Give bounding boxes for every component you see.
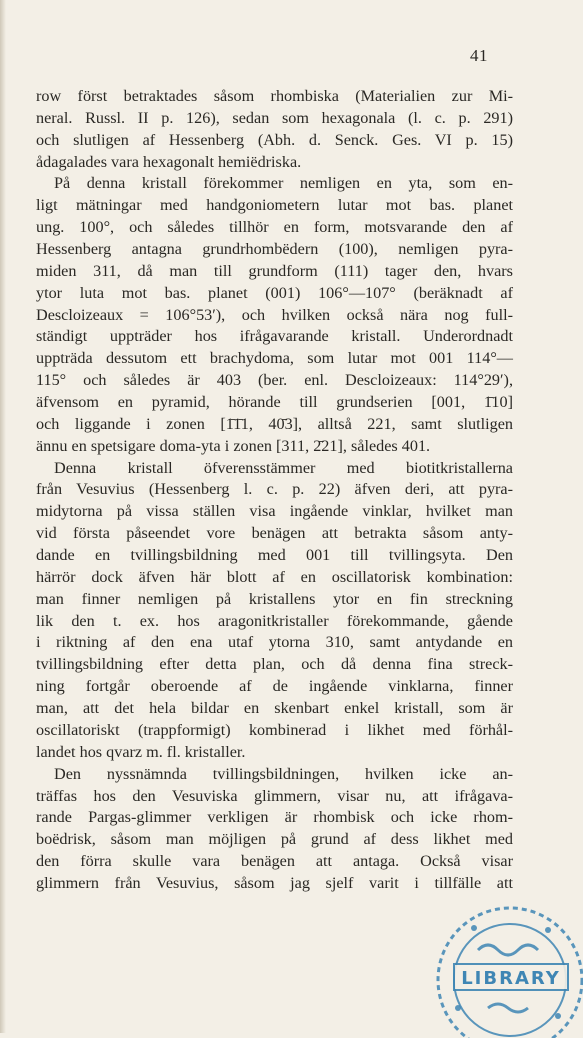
text-line: man finner nemligen på kristallens ytor en fin streckning — [36, 589, 513, 608]
text-line: 115° och således är 403 (ber. enl. Descloizeaux: 114°29′), — [36, 371, 513, 390]
text-line: neral. Russl. II p. 126), sedan som hexagonala (l. c. p. 291) — [36, 108, 513, 127]
text-line: och liggande i zonen [1̄1̄1, 40̄3], alltså 221, samt slutligen — [36, 414, 513, 433]
paragraph-start-line: Denna kristall öfverensstämmer med biotitkristallerna — [54, 458, 513, 477]
text-line: Hessenberg antagna grundrhombëdern (100), nemligen pyra- — [36, 240, 513, 259]
paragraph-start-line: På denna kristall förekommer nemligen en yta, som en- — [54, 174, 513, 193]
text-line: i riktning af den ena utaf ytorna 310, samt antydande en — [36, 633, 513, 652]
text-line: row först betraktades såsom rhombiska (Materialien zur Mi- — [36, 87, 513, 105]
text-line: rande Pargas-glimmer verkligen är rhombisk och icke rhom- — [36, 808, 513, 827]
text-line: dande en tvillingsbildning med 001 till tvillingsyta. Den — [36, 546, 513, 565]
text-line: uppträda dessutom ett brachydoma, som lutar mot 001 114°— — [36, 349, 513, 368]
text-line: Descloizeaux = 106°53′), och hvilken också nära nog full- — [36, 305, 513, 324]
text-line: miden 311, då man till grundform (111) tager den, hvars — [36, 261, 513, 280]
text-line: ung. 100°, och således tillhör en form, motsvarande den af — [36, 218, 513, 237]
text-line: och slutligen af Hessenberg (Abh. d. Senck. Ges. VI p. 15) — [36, 130, 513, 149]
text-line: ligt mätningar med handgoniometern lutar mot bas. planet — [36, 196, 513, 215]
text-line: den förra skulle vara benägen att antaga. Också visar — [36, 852, 513, 871]
text-line: midytorna på vissa ställen visa ingående vinklar, hvilket man — [36, 502, 513, 521]
text-line: man, att det hela bildar en skenbart enkel kristall, som är — [36, 699, 513, 718]
text-line: landet hos qvarz m. fl. kristaller. — [36, 742, 246, 761]
text-line: tvillingsbildning efter detta plan, och då denna fina streck- — [36, 655, 513, 674]
text-line: äfvensom en pyramid, hörande till grundserien [001, 1̄10] — [36, 393, 513, 412]
text-line: ännu en spetsigare doma-yta i zonen [311, 2̄21], således 401. — [36, 436, 431, 455]
library-stamp — [418, 888, 583, 1038]
text-line: från Vesuvius (Hessenberg l. c. p. 22) äfven deri, att pyra- — [36, 480, 513, 499]
page-number: 41 — [470, 46, 488, 65]
text-line: vid första påseendet vore benägen att betrakta såsom anty- — [36, 524, 513, 543]
stamp-label: LIBRARY — [461, 968, 561, 989]
text-line: oscillatoriskt (trappformigt) kombinerad i likhet med förhål- — [36, 720, 513, 739]
text-line: ytor luta mot bas. planet (001) 106°—107° (beräknadt af — [36, 283, 513, 302]
paragraph-start-line: Den nyssnämnda tvillingsbildningen, hvilken icke an- — [54, 764, 513, 783]
text-line: boëdrisk, såsom man möjligen på grund af dess likhet med — [36, 830, 513, 849]
text-line: träffas hos den Vesuviska glimmern, visar nu, att ifrågava- — [36, 786, 513, 805]
text-line: härrör dock äfven här blott af en oscillatorisk kombination: — [36, 567, 513, 586]
text-line: ning fortgår oberoende af de ingående vinklarna, finner — [36, 677, 513, 696]
page-edge-shadow — [0, 0, 6, 1033]
body-text — [36, 86, 513, 895]
text-line: ådagalades vara hexagonalt hemiëdriska. — [36, 152, 302, 171]
text-line: lik den t. ex. hos aragonitkristaller förekommande, gående — [36, 611, 513, 630]
text-line: glimmern från Vesuvius, såsom jag sjelf varit i tillfälle att — [36, 873, 513, 892]
text-line: ständigt uppträder hos ifrågavarande kristall. Underordnadt — [36, 327, 513, 346]
